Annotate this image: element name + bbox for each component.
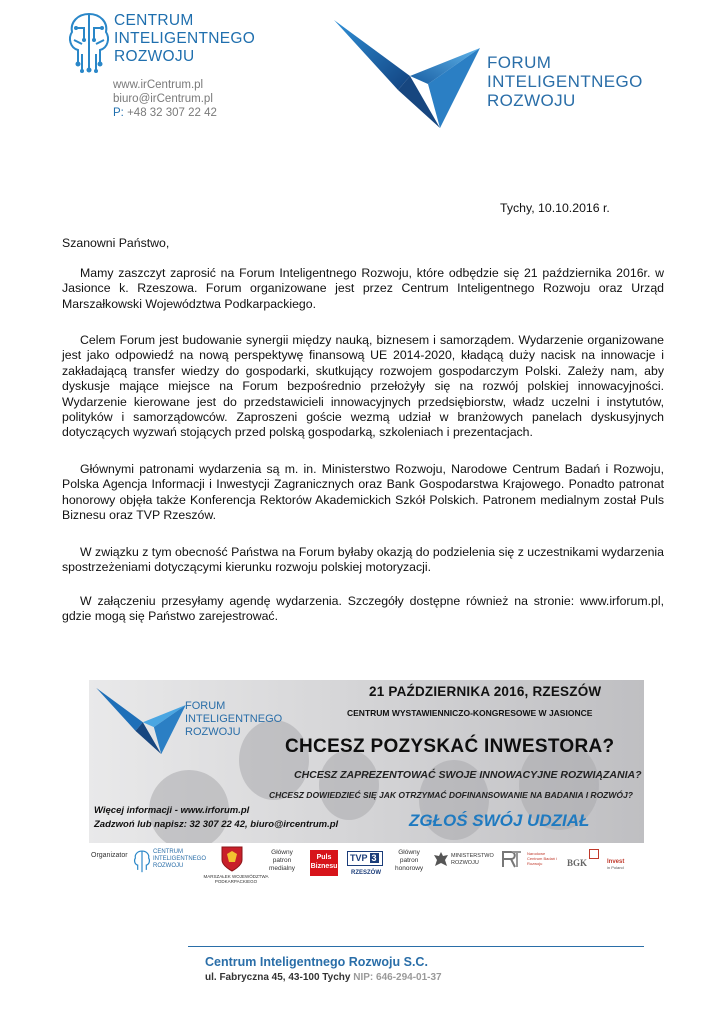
letter-date: Tychy, 10.10.2016 r. [500, 201, 610, 215]
banner-question1: CHCESZ ZAPREZENTOWAĆ SWOJE INNOWACYJNE ROZWIĄZANIA? [294, 769, 642, 781]
marszalek-label: MARSZAŁEK WOJEWÓDZTWA PODKARPACKIEGO [203, 874, 269, 884]
honor-label-line3: honorowy [395, 865, 424, 872]
ministry-label [451, 853, 494, 867]
phone-text: +48 32 307 22 42 [127, 107, 217, 119]
cir-name-line1: CENTRUM [114, 12, 194, 29]
banner-venue: CENTRUM WYSTAWIENNICZO-KONGRESOWE W JASIONCE [347, 708, 593, 718]
puls-biznesu-logo [310, 850, 338, 876]
website-text: www.irCentrum.pl [113, 79, 204, 91]
event-banner [89, 680, 644, 843]
salutation: Szanowni Państwo, [62, 236, 170, 250]
media-label-line3: medialny [269, 865, 296, 872]
invest-line1: Invest [607, 859, 625, 865]
email-text: biuro@irCentrum.pl [113, 93, 213, 105]
fir-name-line3: ROZWOJU [487, 91, 576, 110]
small-cir-line3: ROZWOJU [153, 863, 184, 869]
paragraph-patrons: Głównymi patronami wydarzenia są m. in. Ministerstwo Rozwoju, Narodowe Centrum Badań i Rozwoju, Polska Agencja Informacji i Inwestycji Zagranicznych oraz Bank Gospodarstwa Krajowego. Ponadto patronat honorowy objęła także Konferencja Rektorów Akademickich Szkół Polskich. Patronem medialnym został Puls Biznesu oraz TVP Rzeszów. [62, 462, 664, 523]
footer-nip: NIP: 646-294-01-37 [353, 972, 442, 983]
media-patron-label [269, 849, 295, 873]
honor-label-line2: patron [399, 857, 419, 864]
banner-more-info: Więcej informacji - www.irforum.pl [94, 805, 250, 816]
invest-poland-logo [607, 859, 624, 871]
ncbr-label: Narodowe Centrum Badań i Rozwoju [527, 851, 558, 866]
bgk-square-icon [589, 849, 599, 859]
banner-fir-line3: ROZWOJU [185, 726, 241, 738]
fir-arrow-logo-icon [332, 18, 482, 130]
fir-name-line1: FORUM [487, 53, 552, 72]
banner-question2: CHCESZ DOWIEDZIEĆ SIĘ JAK OTRZYMAĆ DOFINANSOWANIE NA BADANIA I ROZWÓJ? [269, 790, 633, 800]
invest-line2: in Poland [607, 865, 624, 870]
banner-headline: CHCESZ POZYSKAĆ INWESTORA? [285, 736, 615, 757]
banner-cta: ZGŁOŚ SWÓJ UDZIAŁ [409, 811, 590, 830]
tvp-city: RZESZÓW [351, 870, 381, 876]
brain-circuit-icon [66, 10, 112, 74]
honor-patron-label [395, 849, 423, 873]
ministry-line1: MINISTERSTWO [451, 853, 494, 859]
footer-address-line [205, 972, 442, 983]
tvp-text: TVP [350, 853, 368, 863]
footer-company: Centrum Inteligentnego Rozwoju S.C. [205, 955, 428, 969]
banner-call: Zadzwoń lub napisz: 32 307 22 42, biuro@ircentrum.pl [94, 819, 339, 830]
small-brain-icon [133, 848, 151, 876]
coat-of-arms-icon [221, 846, 243, 872]
bgk-logo: BGK [567, 858, 588, 868]
ministry-line2: ROZWOJU [451, 860, 479, 866]
ncbr-logo-icon [501, 849, 523, 869]
puls-line1: Puls [316, 854, 332, 861]
paragraph-goal: Celem Forum jest budowanie synergii między nauką, biznesem i samorządem. Wydarzenie organizowane jest jako odpowiedź na nową perspektywę finansową UE 2014-2020, kładącą duży nacisk na innowacje i zakładającą transfer wiedzy do gospodarki, skutkujący rozwojem gospodarczym Polski. Zależy nam, aby dyskusje mające miejsce na Forum bezpośrednio przełożyły się na rozwój polskiej innowacyjności. Wydarzenie kierowane jest do przedstawicieli innowacyjnych przedsiębiorstw, władz uczelni i instytutów, polityków i samorządowców. Zaproszeni goście wezmą udział w branżowych panelach dyskusyjnych dotyczących wyzwań stojących przed polską gospodarką, szkoleniach i prezentacjach. [62, 333, 664, 440]
organizer-label: Organizator [91, 852, 128, 859]
small-cir-line2: INTELIGENTNEGO [153, 856, 207, 862]
cir-name-line2: INTELIGENTNEGO [114, 30, 256, 47]
banner-date-place: 21 PAŹDZIERNIKA 2016, RZESZÓW [369, 684, 602, 699]
partners-strip [89, 843, 644, 887]
honor-label-line1: Główny [398, 849, 420, 856]
eagle-emblem-icon [433, 851, 449, 869]
cir-logo [66, 8, 286, 78]
banner-fir-arrow-icon [95, 686, 187, 756]
cir-name-line3: ROZWOJU [114, 48, 195, 65]
phone-line [113, 107, 217, 120]
tvp3-logo [347, 851, 383, 866]
paragraph-invitation: Mamy zaszczyt zaprosić na Forum Inteligentnego Rozwoju, które odbędzie się 21 października 2016r. w Jasionce k. Rzeszowa. Forum organizowane jest przez Centrum Inteligentnego Rozwoju oraz Urząd Marszałkowski Województwa Podkarpackiego. [62, 266, 664, 311]
media-label-line1: Główny [271, 849, 293, 856]
fir-name-line2: INTELIGENTNEGO [487, 72, 643, 91]
small-cir-line1: CENTRUM [153, 849, 183, 855]
phone-label: P: [113, 107, 124, 119]
tvp-num: 3 [371, 853, 377, 863]
footer-divider [188, 946, 644, 947]
small-cir-name [153, 849, 206, 870]
paragraph-agenda: W załączeniu przesyłamy agendę wydarzenia. Szczegóły dostępne również na stronie: www.irforum.pl, gdzie mogą się Państwo zarejestrować. [62, 594, 664, 624]
media-label-line2: patron [272, 857, 292, 864]
banner-fir-line2: INTELIGENTNEGO [185, 713, 283, 725]
banner-fir-line1: FORUM [185, 700, 226, 712]
puls-line2: Biznesu [310, 863, 338, 870]
footer-address: ul. Fabryczna 45, 43-100 Tychy [205, 972, 351, 983]
paragraph-opportunity: W związku z tym obecność Państwa na Forum byłaby okazją do podzielenia się z uczestnikami wydarzenia spostrzeżeniami dotyczącymi kierunku rozwoju polskiej motoryzacji. [62, 545, 664, 575]
